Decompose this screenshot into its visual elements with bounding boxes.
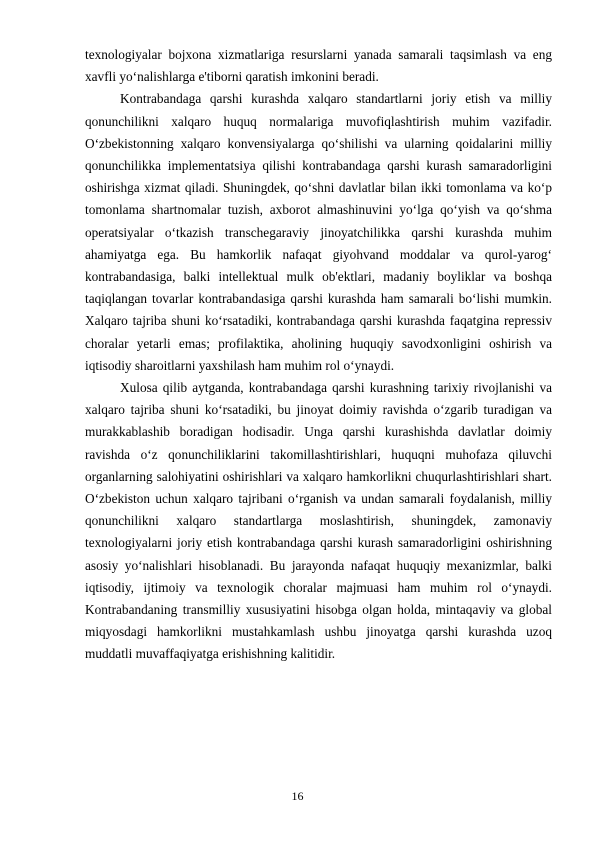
paragraph-international-standards: Kontrabandaga qarshi kurashda xalqaro standartlarni joriy etish va milliy qonunchilikni xalqaro huquq normalariga muvofiqlashtirish muhim vazifadir. Oʻzbekistonning xalqaro konvensiyalarga qoʻshilishi va ularning qoidalarini milliy qonunchilikka implementatsiya qilishi kontrabandaga qarshi kurash samaradorligini oshirishga xizmat qiladi. Shuningdek, qoʻshni davlatlar bilan ikki tomonlama va koʻp tomonlama shartnomalar tuzish, axborot almashinuvini yoʻlga qoʻyish va qoʻshma operatsiyalar oʻtkazish transchegaraviy jinoyatchilikka qarshi kurashda muhim ahamiyatga ega. Bu hamkorlik nafaqat giyohvand moddalar va qurol-yarogʻ kontrabandasiga, balki intellektual mulk ob'ektlari, madaniy boyliklar va boshqa taqiqlangan tovarlar kontrabandasiga qarshi kurashda ham samarali boʻlishi mumkin. Xalqaro tajriba shuni koʻrsatadiki, kontrabandaga qarshi kurashda faqatgina repressiv choralar yetarli emas; profilaktika, aholining huquqiy savodxonligini oshirish va iqtisodiy sharoitlarni yaxshilash ham muhim rol oʻynaydi. xyxy=(85,91,552,373)
document-page xyxy=(85,44,552,666)
paragraph-conclusion: Xulosa qilib aytganda, kontrabandaga qarshi kurashning tarixiy rivojlanishi va xalqaro tajriba shuni koʻrsatadiki, bu jinoyat doimiy ravishda oʻzgarib turadigan va murakkablashib boradigan hodisadir. Unga qarshi kurashishda davlatlar doimiy ravishda oʻz qonunchiliklarini takomillashtirishlari, huquqni muhofaza qiluvchi organlarning salohiyatini oshirishlari va xalqaro hamkorlikni chuqurlashtirishlari shart. Oʻzbekiston uchun xalqaro tajribani oʻrganish va undan samarali foydalanish, milliy qonunchilikni xalqaro standartlarga moslashtirish, shuningdek, zamonaviy texnologiyalarni joriy etish kontrabandaga qarshi kurash samaradorligini oshirishning asosiy yoʻnalishlari hisoblanadi. Bu jarayonda nafaqat huquqiy mexanizmlar, balki iqtisodiy, ijtimoiy va texnologik choralar majmuasi ham muhim rol oʻynaydi. Kontrabandaning transmilliy xususiyatini hisobga olgan holda, mintaqaviy va global miqyosdagi hamkorlikni mustahkamlash ushbu jinoyatga qarshi kurashda uzoq muddatli muvaffaqiyatga erishishning kalitidir. xyxy=(85,380,552,662)
paragraph-continued: texnologiyalar bojxona xizmatlariga resurslarni yanada samarali taqsimlash va eng xavfli yoʻnalishlarga e'tiborni qaratish imkonini beradi. xyxy=(85,47,552,85)
page-number: 16 xyxy=(291,789,304,803)
